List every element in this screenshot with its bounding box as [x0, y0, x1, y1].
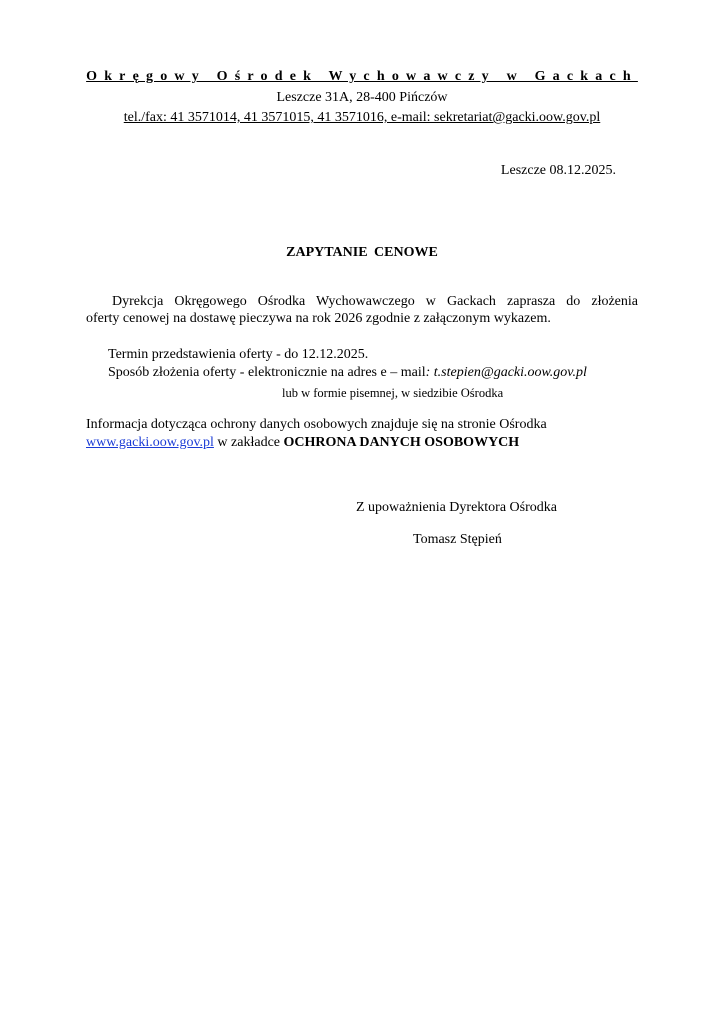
data-protection-tab-name: OCHRONA DANYCH OSOBOWYCH	[283, 435, 520, 450]
invitation-line-2: oferty cenowej na dostawę pieczywa na rok 2026 zgodnie z załączonym wykazem.	[86, 311, 551, 326]
invitation-paragraph	[86, 293, 638, 327]
deadline-text: Termin przedstawienia oferty - do 12.12.2025.	[108, 347, 369, 362]
submission-alternative: lub w formie pisemnej, w siedzibie Ośrodka	[282, 386, 504, 400]
website-link[interactable]: www.gacki.oow.gov.pl	[86, 435, 214, 450]
submission-method	[108, 364, 587, 381]
data-protection-info: Informacja dotycząca ochrony danych osobowych znajduje się na stronie Ośrodka	[86, 417, 547, 432]
submission-email: : t.stepien@gacki.oow.gov.pl	[425, 365, 587, 380]
signature-name: Tomasz Stępień	[413, 532, 502, 547]
data-protection-link-line	[86, 434, 519, 451]
organization-contact: tel./fax: 41 3571014, 41 3571015, 41 3571016, e-mail: sekretariat@gacki.oow.gov.pl	[123, 110, 601, 125]
document-title: ZAPYTANIE CENOWE	[286, 245, 438, 260]
organization-address: Leszcze 31A, 28-400 Pińczów	[276, 90, 448, 105]
invitation-line-1: Dyrekcja Okręgowego Ośrodka Wychowawczego w Gackach zaprasza do złożenia	[112, 294, 638, 309]
document-date: Leszcze 08.12.2025.	[500, 163, 616, 178]
organization-name: Okręgowy Ośrodek Wychowawczy w Gackach	[86, 69, 638, 84]
signature-authority: Z upoważnienia Dyrektora Ośrodka	[356, 500, 557, 515]
tab-reference-text: w zakładce	[213, 435, 284, 450]
submission-method-prefix: Sposób złożenia oferty - elektronicznie na adres e – mail	[108, 365, 426, 380]
